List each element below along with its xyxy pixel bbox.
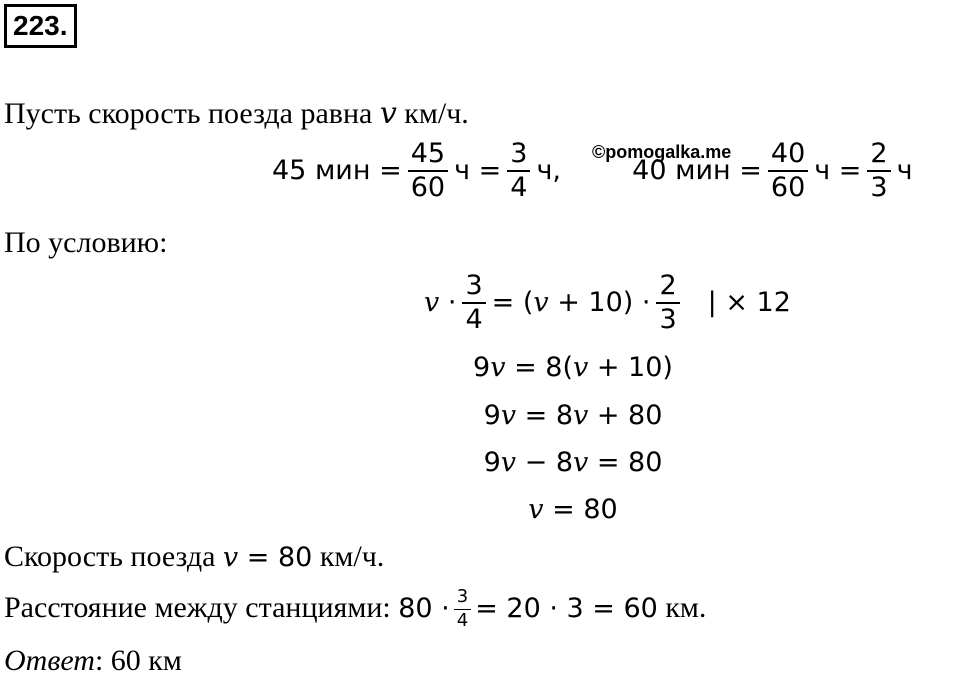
denominator: 60 <box>770 172 806 204</box>
var-v: v <box>573 352 589 383</box>
eq-part: + 10) <box>588 352 673 383</box>
eq-part: + 80 <box>588 400 663 431</box>
intro-unit: км/ч. <box>404 97 469 130</box>
fraction <box>454 588 471 631</box>
condition-label: По условию: <box>4 226 168 259</box>
denominator: 60 <box>410 172 446 204</box>
var-v: v <box>490 352 506 383</box>
eq-part: 9 <box>483 400 501 431</box>
numerator: 3 <box>462 272 485 304</box>
fraction <box>462 272 485 335</box>
conversion-a-mid: ч = <box>454 154 502 186</box>
answer-label: Ответ <box>4 644 95 677</box>
distance-line <box>4 588 706 631</box>
conversion-a-end: ч, <box>536 154 561 186</box>
numerator: 45 <box>408 140 448 172</box>
eq-part: = 80 <box>543 494 618 525</box>
answer-line <box>4 644 182 678</box>
equation-line-3 <box>408 447 738 478</box>
var-v: v <box>533 286 549 318</box>
intro-line <box>4 96 469 131</box>
numerator: 40 <box>768 140 808 172</box>
eq-multiplier: | × 12 <box>707 286 791 318</box>
fraction <box>507 140 530 203</box>
var-v: v <box>500 400 517 431</box>
fraction <box>768 140 808 203</box>
eq-part: 9 <box>483 447 501 478</box>
distance-unit: км. <box>665 590 707 624</box>
speed-value: = 80 <box>238 542 313 573</box>
conversion-b-mid: ч = <box>814 154 862 186</box>
distance-rest: = 20 · 3 = 60 <box>475 592 658 624</box>
speed-unit: км/ч. <box>319 540 385 573</box>
conversions-line <box>272 140 960 203</box>
conversion-a <box>272 138 570 204</box>
equation-line-1 <box>408 352 738 383</box>
numerator: 3 <box>454 588 471 610</box>
eq-plus: + 10) · <box>548 286 651 318</box>
fraction <box>867 140 890 203</box>
intro-var: v <box>379 96 397 131</box>
problem-number: 223. <box>4 4 77 48</box>
conversion-a-lhs: 45 мин = <box>272 154 402 186</box>
fraction <box>656 272 679 335</box>
eq-part: = 8 <box>516 400 573 431</box>
distance-a: 80 · <box>398 592 450 624</box>
var-v: v <box>222 542 239 573</box>
numerator: 2 <box>867 140 890 172</box>
eq-part: = 8( <box>505 352 573 383</box>
eq-part: 9 <box>473 352 491 383</box>
eq-part: = 80 <box>588 447 663 478</box>
intro-text: Пусть скорость поезда равна <box>4 97 373 130</box>
var-v: v <box>424 286 440 318</box>
main-equation: v · $\frac{3}{4}$ = (v + 10) · $\frac{2}{3}$ | × 12 <box>424 270 791 336</box>
numerator: 2 <box>656 272 679 304</box>
eq-part: − 8 <box>516 447 573 478</box>
numerator: 3 <box>507 140 530 172</box>
denominator: 4 <box>465 304 483 336</box>
speed-line <box>4 540 384 574</box>
equation-line-2 <box>408 400 738 431</box>
equation-line-4 <box>408 494 738 525</box>
denominator: 3 <box>870 172 888 204</box>
conversion-b-end: ч <box>896 154 913 186</box>
fraction <box>408 140 448 203</box>
var-v: v <box>500 447 517 478</box>
conversion-b-lhs: 40 мин = <box>632 154 762 186</box>
var-v: v <box>573 400 589 431</box>
distance-text: Расстояние между станциями: <box>4 590 391 624</box>
eq-mid: = ( <box>491 286 534 318</box>
denominator: 4 <box>510 172 528 204</box>
watermark: ©pomogalka.me <box>592 142 732 162</box>
denominator: 4 <box>456 609 469 631</box>
var-v: v <box>528 494 544 525</box>
denominator: 3 <box>659 304 677 336</box>
var-v: v <box>573 447 589 478</box>
speed-text: Скорость поезда <box>4 540 216 573</box>
answer-text: : 60 км <box>94 644 182 677</box>
